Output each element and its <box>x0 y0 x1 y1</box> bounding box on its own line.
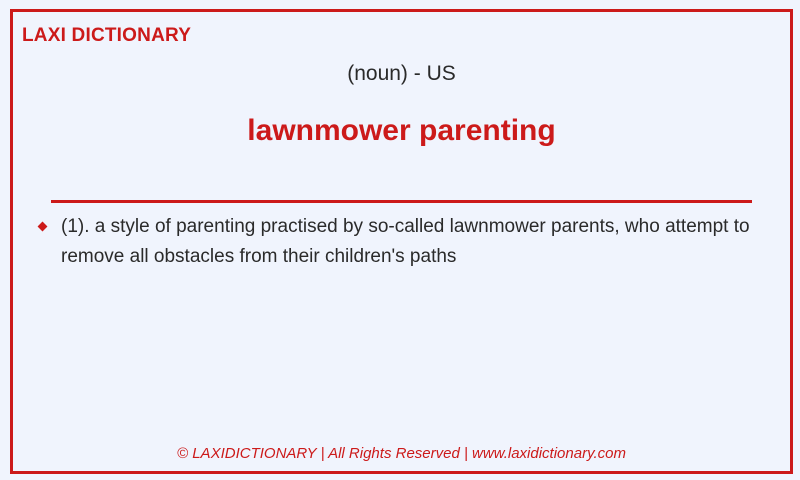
copyright-footer: © LAXIDICTIONARY | All Rights Reserved | www.laxidictionary.com <box>177 445 626 462</box>
dictionary-card <box>10 9 793 474</box>
definition-text: (1). a style of parenting practised by so-called lawnmower parents, who attempt to remove all obstacles from their children's paths <box>61 216 750 267</box>
divider <box>51 200 752 203</box>
definition-list <box>35 212 760 272</box>
headword: lawnmower parenting <box>247 114 556 147</box>
definition-item <box>35 212 760 272</box>
diamond-bullet-icon <box>38 222 48 232</box>
part-of-speech: (noun) - US <box>347 62 456 85</box>
brand-logo-text: LAXI DICTIONARY <box>22 25 192 46</box>
